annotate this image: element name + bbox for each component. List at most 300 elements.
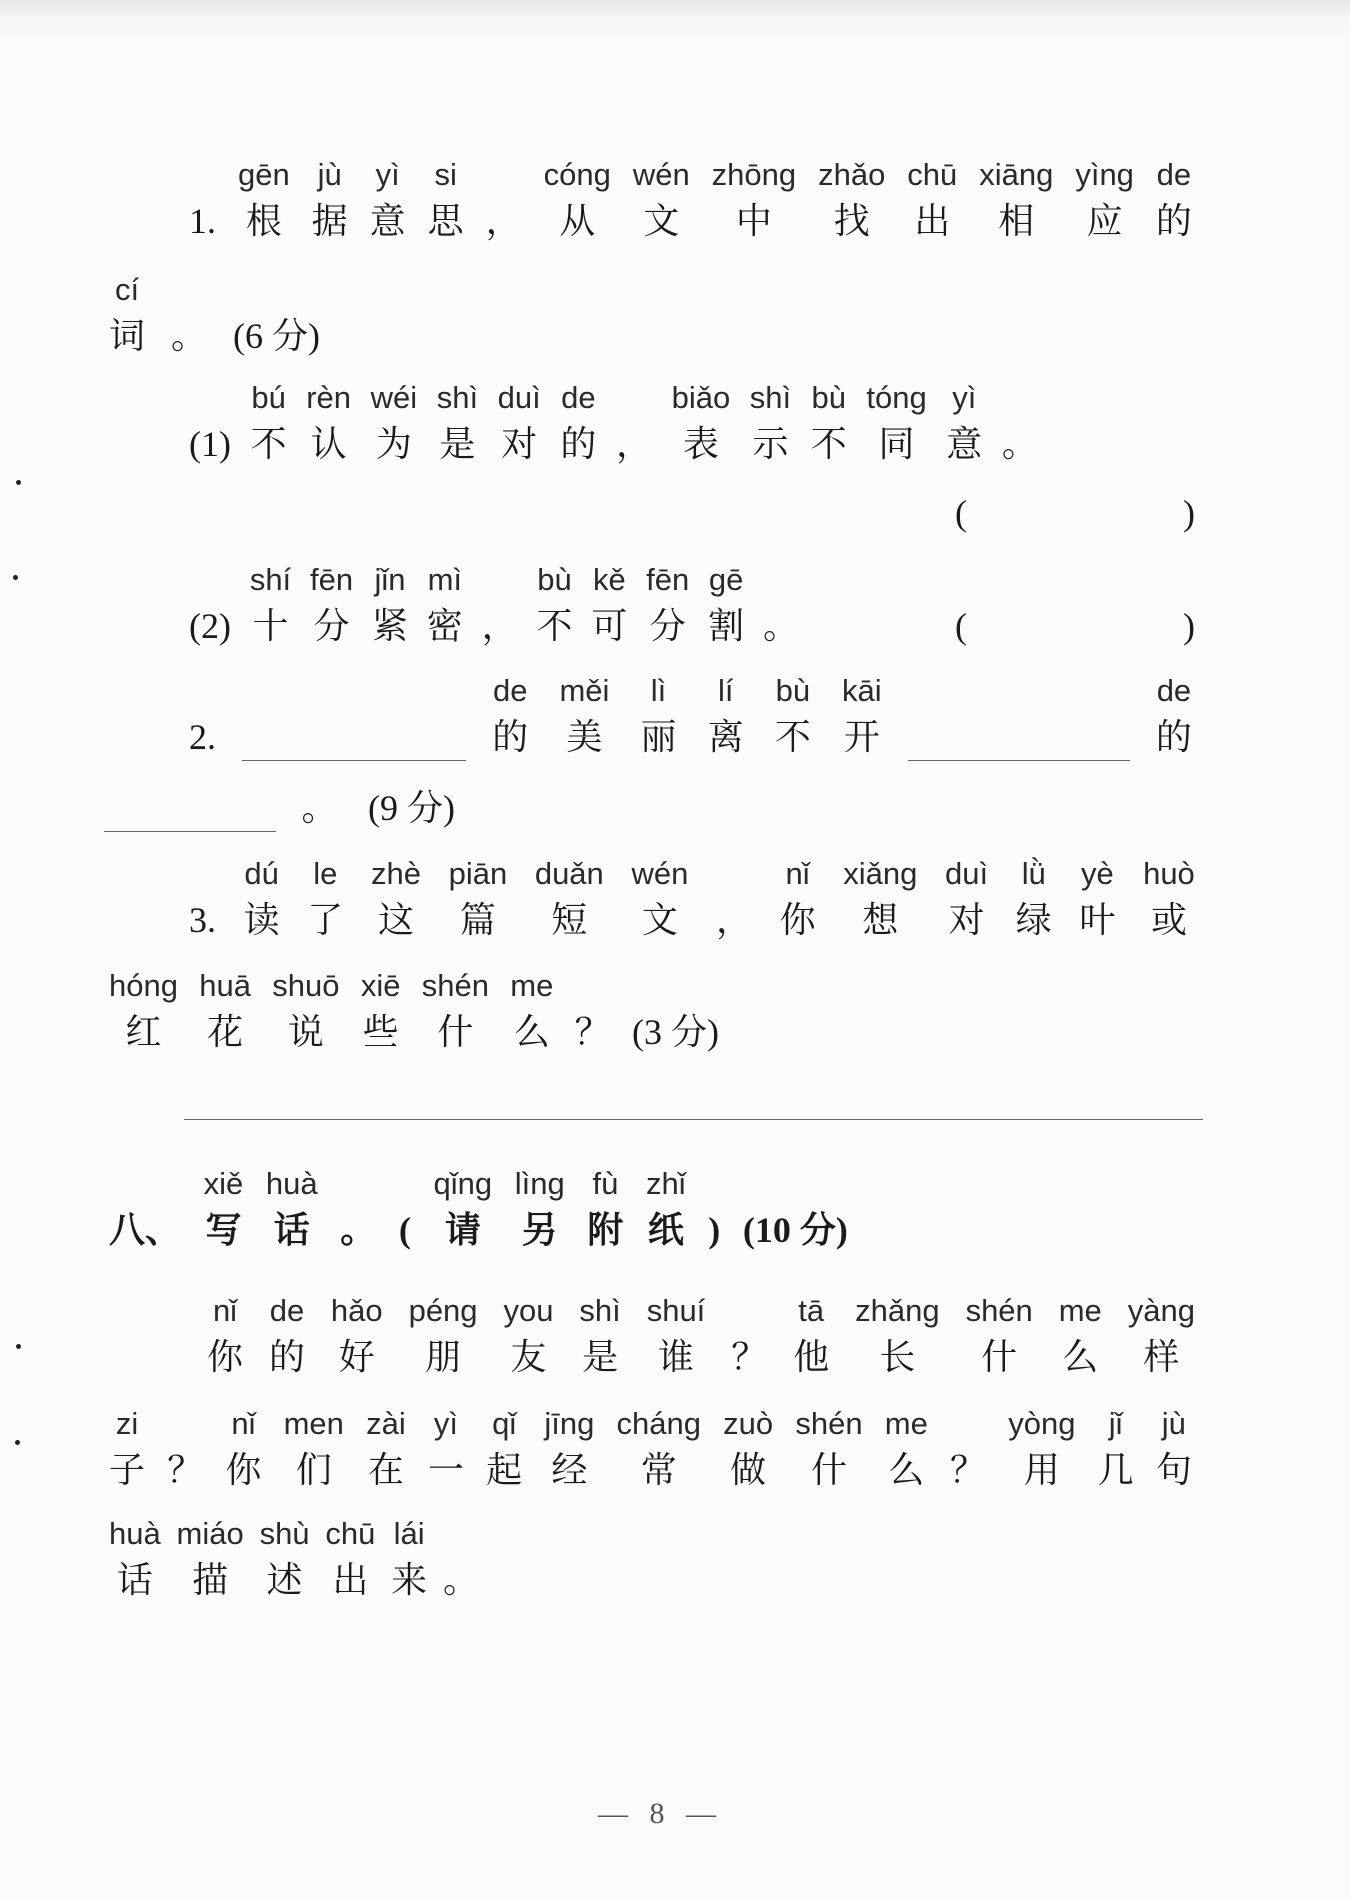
ruby-cell — [432, 378, 483, 468]
hanzi-text: (9 分) — [368, 788, 455, 828]
hanzi-text: 述 — [266, 1560, 303, 1600]
hanzi-text: 么 — [888, 1450, 925, 1490]
hanzi-text: 八、 — [109, 1210, 182, 1250]
pinyin-syllable: xiǎng — [843, 856, 918, 891]
ruby-cell — [264, 1291, 310, 1381]
pinyin-syllable: shí — [249, 562, 292, 597]
ruby-cell — [307, 155, 353, 245]
ruby-cell — [505, 966, 558, 1056]
ruby-cell — [627, 966, 724, 1056]
ruby-cell — [586, 560, 632, 650]
pinyin-syllable: zhōng — [711, 157, 797, 192]
pinyin-syllable: zài — [366, 1406, 406, 1441]
pinyin-syllable: chū — [325, 1516, 376, 1551]
ruby-cell — [703, 560, 749, 650]
question-3-line-1 — [184, 854, 1200, 944]
pinyin-syllable: si — [434, 157, 457, 192]
pinyin-syllable: de — [1156, 157, 1192, 192]
ruby-cell — [423, 1404, 469, 1494]
ruby-cell — [245, 560, 296, 650]
hanzi-text: 朋 — [425, 1337, 462, 1377]
hanzi-text: 请 — [444, 1210, 481, 1250]
hanzi-text: 文 — [641, 900, 678, 940]
ruby-cell — [481, 1404, 527, 1494]
hanzi-text: 么 — [513, 1012, 550, 1052]
ruby-cell — [945, 1404, 991, 1494]
hanzi-text: 花 — [207, 1012, 244, 1052]
hanzi-text: 的 — [492, 717, 529, 757]
hanzi-text: ， — [481, 606, 518, 646]
hanzi-text: 开 — [843, 717, 880, 757]
hanzi-text: 用 — [1023, 1450, 1060, 1490]
pinyin-syllable: fēn — [646, 562, 690, 597]
ruby-cell — [394, 1164, 416, 1254]
pinyin-syllable: gē — [708, 562, 744, 597]
section-8-prompt-line-2 — [104, 1404, 1197, 1494]
pinyin-syllable: tā — [798, 1293, 825, 1328]
hanzi-text: 起 — [486, 1450, 523, 1490]
section-8-prompt-line-3 — [104, 1514, 484, 1604]
pinyin-syllable: de — [561, 380, 596, 415]
ruby-cell — [961, 1291, 1038, 1381]
hanzi-text: 好 — [338, 1337, 375, 1377]
hanzi-text: ， — [615, 424, 652, 464]
pinyin-syllable: me — [1058, 1293, 1102, 1328]
ruby-cell — [880, 1404, 933, 1494]
pinyin-syllable: lǜ — [1021, 856, 1046, 891]
ruby-cell — [703, 671, 749, 761]
hanzi-text: 些 — [362, 1012, 399, 1052]
ruby-cell — [422, 560, 468, 650]
ruby-cell — [1070, 155, 1139, 245]
pinyin-syllable: de — [269, 1293, 305, 1328]
ruby-cell — [1151, 671, 1197, 761]
ruby-cell — [641, 560, 694, 650]
margin-speck — [13, 575, 18, 580]
pinyin-syllable: huà — [265, 1166, 318, 1201]
ruby-cell — [246, 378, 292, 468]
ruby-cell — [184, 378, 236, 468]
hanzi-text: 紧 — [371, 606, 408, 646]
pinyin-syllable: me — [884, 1406, 928, 1441]
pinyin-syllable: cí — [114, 272, 140, 307]
pinyin-syllable: jù — [317, 157, 342, 192]
hanzi-text: 出 — [332, 1560, 369, 1600]
pinyin-syllable: kě — [592, 562, 626, 597]
ruby-cell — [104, 966, 183, 1056]
open-parenthesis: ( — [955, 606, 967, 646]
ruby-cell — [498, 1291, 558, 1381]
hanzi-text: 应 — [1086, 201, 1123, 241]
hanzi-text: ， — [485, 201, 522, 241]
hanzi-text: 文 — [643, 201, 680, 241]
pinyin-syllable: shén — [795, 1406, 863, 1441]
hanzi-text: 对 — [948, 900, 985, 940]
ruby-cell — [166, 270, 212, 360]
section-8-prompt-line-1 — [202, 1291, 1200, 1381]
ruby-cell — [199, 1164, 249, 1254]
pinyin-syllable: shén — [421, 968, 489, 1003]
hanzi-text: 2. — [189, 717, 216, 757]
ruby-cell — [301, 378, 356, 468]
margin-speck — [15, 1440, 20, 1445]
ruby-cell — [574, 1291, 625, 1381]
hanzi-text: 的 — [1155, 201, 1192, 241]
hanzi-text: 什 — [981, 1337, 1018, 1377]
hanzi-text: 3. — [189, 900, 216, 940]
ruby-cell — [481, 155, 527, 245]
hanzi-text: 什 — [810, 1450, 847, 1490]
page-number: — 8 — — [598, 1797, 716, 1830]
ruby-cell — [788, 1291, 834, 1381]
hanzi-text: 另 — [521, 1210, 558, 1250]
ruby-cell — [365, 155, 411, 245]
pinyin-syllable: shì — [436, 380, 479, 415]
ruby-cell — [367, 560, 413, 650]
pinyin-syllable: zhè — [370, 856, 421, 891]
hanzi-text: 句 — [1155, 1450, 1192, 1490]
hanzi-text: 。 — [442, 1560, 479, 1600]
ruby-cell — [104, 1164, 186, 1254]
ruby-cell — [758, 560, 804, 650]
hanzi-text: 谁 — [658, 1337, 695, 1377]
pinyin-syllable: xiē — [360, 968, 401, 1003]
pinyin-syllable: lì — [650, 673, 667, 708]
hanzi-text: 这 — [377, 900, 414, 940]
hanzi-text: (2) — [189, 606, 231, 646]
ruby-cell — [239, 854, 285, 944]
pinyin-syllable: duì — [497, 380, 541, 415]
hanzi-text: 。 — [301, 788, 338, 828]
ruby-cell — [531, 560, 577, 650]
hanzi-text: 从 — [559, 201, 596, 241]
ruby-cell — [667, 378, 736, 468]
ruby-cell — [172, 1514, 249, 1604]
pinyin-syllable: de — [1156, 673, 1192, 708]
hanzi-text: ？ — [731, 1337, 768, 1377]
hanzi-text: 认 — [310, 424, 347, 464]
pinyin-syllable: yè — [1081, 856, 1114, 891]
hanzi-text: 说 — [287, 1012, 324, 1052]
hanzi-text: 来 — [391, 1560, 428, 1600]
hanzi-text: 或 — [1150, 900, 1187, 940]
pinyin-syllable: nǐ — [231, 1406, 256, 1441]
ruby-cell — [510, 1164, 570, 1254]
ruby-cell — [228, 270, 325, 360]
ruby-cell — [554, 671, 614, 761]
ruby-cell — [1054, 1291, 1107, 1381]
ruby-cell — [745, 378, 796, 468]
ruby-cell — [806, 378, 852, 468]
hanzi-text: 。 — [340, 1210, 377, 1250]
pinyin-syllable: bù — [811, 380, 846, 415]
hanzi-text: 在 — [367, 1450, 404, 1490]
hanzi-text: 据 — [311, 201, 348, 241]
hanzi-text: 子 — [109, 1450, 146, 1490]
ruby-cell — [297, 742, 343, 832]
hanzi-text: 你 — [207, 1337, 244, 1377]
section-8-heading — [104, 1164, 853, 1254]
close-parenthesis: ) — [1183, 493, 1195, 533]
pinyin-syllable: bù — [537, 562, 572, 597]
ruby-cell — [1003, 1404, 1080, 1494]
ruby-cell — [184, 854, 221, 944]
ruby-cell — [641, 1164, 691, 1254]
ruby-cell — [404, 1291, 483, 1381]
hanzi-text: 的 — [268, 1337, 305, 1377]
pinyin-syllable: biǎo — [671, 380, 731, 415]
ruby-cell — [267, 966, 344, 1056]
hanzi-text: 可 — [591, 606, 628, 646]
ruby-cell — [1138, 854, 1200, 944]
blank-underline — [908, 713, 1130, 761]
hanzi-text: 了 — [307, 900, 344, 940]
pinyin-syllable: wéi — [370, 380, 418, 415]
ruby-cell — [366, 854, 426, 944]
hanzi-text: 相 — [998, 201, 1035, 241]
pinyin-syllable: wén — [632, 157, 690, 192]
hanzi-text: 短 — [551, 900, 588, 940]
pinyin-syllable: zhǐ — [646, 1166, 686, 1201]
pinyin-syllable: péng — [408, 1293, 478, 1328]
ruby-cell — [1011, 854, 1057, 944]
pinyin-syllable: yàng — [1127, 1293, 1195, 1328]
ruby-cell — [386, 1514, 432, 1604]
pinyin-syllable: rèn — [306, 380, 351, 415]
ruby-cell — [539, 1404, 599, 1494]
ruby-cell — [363, 742, 460, 832]
ruby-cell — [530, 854, 609, 944]
pinyin-syllable: jǐ — [1108, 1406, 1123, 1441]
hanzi-text: 读 — [243, 900, 280, 940]
hanzi-text: 的 — [1155, 717, 1192, 757]
ruby-cell — [361, 1404, 411, 1494]
hanzi-text: 1. — [189, 201, 216, 241]
hanzi-text: 经 — [551, 1450, 588, 1490]
ruby-cell — [902, 155, 962, 245]
ruby-cell — [302, 854, 348, 944]
pinyin-syllable: le — [313, 856, 338, 891]
ruby-cell — [255, 1514, 315, 1604]
pinyin-syllable: cháng — [616, 1406, 701, 1441]
ruby-cell — [326, 1291, 388, 1381]
pinyin-syllable: gēn — [237, 157, 290, 192]
margin-speck — [16, 1344, 21, 1349]
hanzi-text: 表 — [682, 424, 719, 464]
hanzi-text: 话 — [116, 1560, 153, 1600]
ruby-cell — [738, 1164, 853, 1254]
hanzi-text: 出 — [914, 201, 951, 241]
ruby-cell — [417, 966, 494, 1056]
ruby-cell — [570, 966, 616, 1056]
hanzi-text: 是 — [582, 1337, 619, 1377]
ruby-cell — [356, 966, 406, 1056]
ruby-cell — [184, 560, 236, 650]
question-3-line-2 — [104, 966, 724, 1056]
hanzi-text: ， — [715, 900, 752, 940]
hanzi-text: 们 — [295, 1450, 332, 1490]
pinyin-syllable: shù — [259, 1516, 310, 1551]
hanzi-text: 。 — [762, 606, 799, 646]
ruby-cell — [611, 378, 657, 468]
pinyin-syllable: nǐ — [212, 1293, 238, 1328]
ruby-cell — [1151, 1404, 1197, 1494]
ruby-cell — [429, 1164, 498, 1254]
ruby-cell — [233, 155, 295, 245]
ruby-cell — [703, 1164, 725, 1254]
pinyin-syllable: yì — [433, 1406, 458, 1441]
ruby-cell — [770, 671, 816, 761]
hanzi-text: 附 — [587, 1210, 624, 1250]
pinyin-syllable: hǎo — [330, 1293, 383, 1328]
hanzi-text: 是 — [439, 424, 476, 464]
ruby-cell — [104, 1404, 150, 1494]
hanzi-text: 你 — [779, 900, 816, 940]
ruby-cell — [493, 378, 546, 468]
hanzi-text: 为 — [375, 424, 412, 464]
ruby-cell — [636, 671, 682, 761]
hanzi-text: 叶 — [1079, 900, 1116, 940]
ruby-cell — [444, 854, 513, 944]
answer-blank — [104, 742, 276, 832]
hanzi-text: 他 — [793, 1337, 830, 1377]
hanzi-text: 意 — [369, 201, 406, 241]
ruby-cell — [707, 155, 801, 245]
pinyin-syllable: shì — [579, 1293, 621, 1328]
hanzi-text: 分 — [313, 606, 350, 646]
hanzi-text: 写 — [205, 1210, 242, 1250]
ruby-cell — [974, 155, 1058, 245]
ruby-cell — [997, 378, 1043, 468]
pinyin-syllable: zhǎo — [818, 157, 886, 192]
hanzi-text: 割 — [708, 606, 745, 646]
pinyin-syllable: miáo — [176, 1516, 244, 1551]
question-1-item-2 — [184, 560, 804, 650]
hanzi-text: 思 — [427, 201, 464, 241]
pinyin-syllable: huò — [1143, 856, 1195, 891]
pinyin-syllable: bù — [775, 673, 811, 708]
blank-underline — [104, 784, 276, 832]
ruby-cell — [1074, 854, 1120, 944]
ruby-cell — [104, 1514, 166, 1604]
pinyin-syllable: nǐ — [785, 856, 810, 891]
pinyin-syllable: jǐn — [374, 562, 406, 597]
hanzi-text: 美 — [566, 717, 603, 757]
hanzi-text: ？ — [574, 1012, 611, 1052]
pinyin-syllable: hóng — [109, 968, 178, 1003]
ruby-cell — [642, 1291, 711, 1381]
hanzi-text: ( — [398, 1210, 411, 1250]
ruby-cell — [539, 155, 616, 245]
hanzi-text: 篇 — [459, 900, 496, 940]
pinyin-syllable: yòng — [1008, 1406, 1076, 1441]
hanzi-text: 分 — [649, 606, 686, 646]
hanzi-text: 密 — [426, 606, 463, 646]
ruby-cell — [775, 854, 821, 944]
hanzi-text: ？ — [167, 1450, 204, 1490]
pinyin-syllable: huā — [199, 968, 251, 1003]
pinyin-syllable: me — [510, 968, 554, 1003]
ruby-cell — [838, 854, 922, 944]
open-parenthesis: ( — [955, 493, 967, 533]
hanzi-text: 中 — [735, 201, 772, 241]
pinyin-syllable: zhǎng — [855, 1293, 940, 1328]
pinyin-syllable: fù — [592, 1166, 619, 1201]
hanzi-text: ) — [708, 1210, 721, 1250]
pinyin-syllable: shì — [749, 380, 792, 415]
pinyin-syllable: wén — [631, 856, 689, 891]
pinyin-syllable: cóng — [543, 157, 611, 192]
pinyin-syllable: jīng — [544, 1406, 595, 1441]
pinyin-syllable: yìng — [1075, 157, 1134, 192]
hanzi-text: 绿 — [1015, 900, 1052, 940]
pinyin-syllable: shuō — [272, 968, 340, 1003]
hanzi-text: 描 — [192, 1560, 229, 1600]
hanzi-text: 想 — [862, 900, 899, 940]
pinyin-syllable: yì — [375, 157, 400, 192]
hanzi-text: 根 — [245, 201, 282, 241]
ruby-cell — [305, 560, 358, 650]
ruby-cell — [718, 1404, 778, 1494]
ruby-cell — [162, 1404, 208, 1494]
hanzi-text: 丽 — [640, 717, 677, 757]
ruby-cell — [487, 671, 533, 761]
hanzi-text: 纸 — [647, 1210, 684, 1250]
pinyin-syllable: mì — [427, 562, 462, 597]
pinyin-syllable: lái — [393, 1516, 425, 1551]
hanzi-text: 什 — [437, 1012, 474, 1052]
hanzi-text: ？ — [950, 1450, 987, 1490]
hanzi-text: 不 — [250, 424, 287, 464]
hanzi-text: 不 — [810, 424, 847, 464]
ruby-cell — [582, 1164, 628, 1254]
pinyin-syllable: men — [283, 1406, 344, 1441]
hanzi-text: 意 — [946, 424, 983, 464]
hanzi-text: (6 分) — [233, 316, 320, 356]
pinyin-syllable: lìng — [514, 1166, 565, 1201]
hanzi-text: 你 — [225, 1450, 262, 1490]
pinyin-syllable: shén — [965, 1293, 1033, 1328]
ruby-cell — [335, 1164, 381, 1254]
pinyin-syllable: zuò — [723, 1406, 774, 1441]
hanzi-text: 做 — [730, 1450, 767, 1490]
ruby-cell — [612, 1404, 706, 1494]
pinyin-syllable: you — [503, 1293, 554, 1328]
hanzi-text: 十 — [252, 606, 289, 646]
ruby-cell — [940, 854, 993, 944]
ruby-cell — [941, 378, 987, 468]
ruby-cell — [184, 155, 221, 245]
hanzi-text: 对 — [501, 424, 538, 464]
ruby-cell — [202, 1291, 248, 1381]
pinyin-syllable: lí — [717, 673, 734, 708]
ruby-cell — [261, 1164, 323, 1254]
hanzi-text: 一 — [427, 1450, 464, 1490]
ruby-cell — [104, 270, 150, 360]
pinyin-syllable: bú — [251, 380, 286, 415]
ruby-cell — [837, 671, 887, 761]
pinyin-syllable: qǐ — [492, 1406, 517, 1441]
hanzi-text: (10 分) — [742, 1210, 848, 1250]
pinyin-syllable: xiāng — [979, 157, 1054, 192]
ruby-cell — [279, 1404, 349, 1494]
pinyin-syllable: huà — [109, 1516, 161, 1551]
hanzi-text: 的 — [560, 424, 597, 464]
pinyin-syllable: duǎn — [534, 856, 604, 891]
ruby-cell — [726, 1291, 772, 1381]
hanzi-text: 红 — [125, 1012, 162, 1052]
pinyin-syllable: měi — [559, 673, 610, 708]
